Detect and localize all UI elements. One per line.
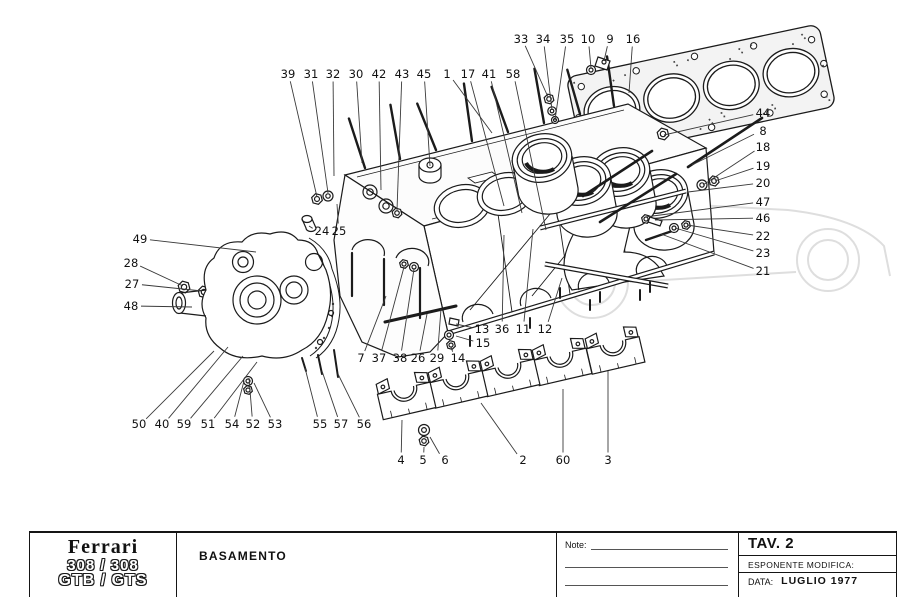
- callout-57: 57: [333, 417, 349, 431]
- leader-line-10: [589, 46, 591, 68]
- callout-30: 30: [348, 67, 364, 81]
- leader-line-50: [146, 351, 214, 419]
- drawing-title-cell: [177, 533, 557, 597]
- bolt: [449, 318, 459, 326]
- callout-28: 28: [123, 256, 139, 270]
- front-cover: [173, 232, 341, 358]
- title-block: [29, 531, 897, 597]
- callout-42: 42: [371, 67, 387, 81]
- note-line: [565, 570, 728, 586]
- leader-line-28: [140, 266, 183, 286]
- callout-43: 43: [394, 67, 410, 81]
- main-bearing-cap: [375, 370, 436, 420]
- note-line: [591, 539, 728, 550]
- brand-name: Ferrari: [67, 536, 139, 558]
- callout-1: 1: [443, 67, 451, 81]
- nut: [544, 94, 554, 104]
- callout-7: 7: [357, 351, 365, 365]
- plate-date-label: DATA:: [748, 577, 774, 587]
- callout-26: 26: [410, 351, 426, 365]
- callout-48: 48: [123, 299, 139, 313]
- callout-44: 44: [755, 106, 771, 120]
- callout-13: 13: [474, 322, 490, 336]
- callout-45: 45: [416, 67, 432, 81]
- callout-31: 31: [303, 67, 319, 81]
- brand-models-bottom: GTB / GTS: [58, 572, 148, 590]
- callout-29: 29: [429, 351, 445, 365]
- callout-22: 22: [755, 229, 771, 243]
- callout-53: 53: [267, 417, 283, 431]
- callout-38: 38: [392, 351, 408, 365]
- brand-models-top: 308 / 308: [67, 557, 139, 574]
- main-bearing-cap: [479, 347, 540, 397]
- cover-spigot: [173, 293, 186, 314]
- washer: [697, 180, 707, 190]
- leader-line-4: [401, 420, 402, 453]
- callout-56: 56: [356, 417, 372, 431]
- callout-25: 25: [331, 224, 347, 238]
- callout-36: 36: [494, 322, 510, 336]
- callout-40: 40: [154, 417, 170, 431]
- cover-body: [202, 232, 331, 358]
- callout-21: 21: [755, 264, 771, 278]
- stud: [349, 119, 365, 168]
- callout-17: 17: [460, 67, 476, 81]
- callout-15: 15: [475, 336, 491, 350]
- callout-39: 39: [280, 67, 296, 81]
- callout-2: 2: [519, 453, 527, 467]
- callout-19: 19: [755, 159, 771, 173]
- nut: [244, 386, 253, 395]
- note-cell: [557, 533, 739, 597]
- leader-line-2: [481, 403, 517, 454]
- leader-line-31: [312, 81, 328, 193]
- callout-34: 34: [535, 32, 551, 46]
- leader-line-53: [254, 383, 270, 417]
- washer: [419, 425, 430, 436]
- callout-37: 37: [371, 351, 387, 365]
- plate-date-value: LUGLIO 1977: [781, 575, 859, 587]
- plate-number: TAV. 2: [739, 533, 896, 556]
- leader-line-35: [555, 46, 566, 120]
- callout-8: 8: [759, 124, 767, 138]
- brand-logo: [30, 533, 177, 597]
- callout-55: 55: [312, 417, 328, 431]
- callout-9: 9: [606, 32, 614, 46]
- plate-esponente: ESPONENTE MODIFICA:: [739, 556, 896, 573]
- leader-line-33: [525, 46, 548, 97]
- callout-49: 49: [132, 232, 148, 246]
- callout-54: 54: [224, 417, 240, 431]
- callout-41: 41: [481, 67, 497, 81]
- leader-line-39: [290, 81, 317, 197]
- callout-23: 23: [755, 246, 771, 260]
- leader-line-56: [338, 374, 359, 417]
- callout-12: 12: [537, 322, 553, 336]
- leader-line-57: [322, 371, 338, 417]
- callout-60: 60: [555, 453, 571, 467]
- callout-20: 20: [755, 176, 771, 190]
- stud: [318, 355, 322, 374]
- callout-47: 47: [755, 195, 771, 209]
- nut: [178, 281, 190, 293]
- stud: [464, 84, 472, 141]
- leader-line-54: [235, 381, 244, 417]
- main-bearing-cap: [531, 336, 592, 386]
- main-bearing-cap: [427, 358, 488, 408]
- washer: [670, 224, 679, 233]
- leader-line-55: [305, 368, 317, 417]
- leader-line-27: [142, 285, 202, 291]
- callout-32: 32: [325, 67, 341, 81]
- callout-59: 59: [176, 417, 192, 431]
- callout-3: 3: [604, 453, 612, 467]
- note-line: [565, 552, 728, 568]
- leader-line-24: [309, 226, 313, 228]
- callout-24: 24: [314, 224, 330, 238]
- callout-33: 33: [513, 32, 529, 46]
- callout-27: 27: [124, 277, 140, 291]
- leader-line-59: [191, 356, 243, 418]
- stud: [390, 105, 400, 159]
- callout-52: 52: [245, 417, 261, 431]
- callout-18: 18: [755, 140, 771, 154]
- main-bearing-cap: [584, 324, 645, 374]
- leader-line-40: [169, 347, 228, 418]
- callout-10: 10: [580, 32, 596, 46]
- plate-cell: [739, 533, 896, 597]
- stud: [334, 350, 338, 377]
- callout-11: 11: [515, 322, 531, 336]
- drawing-title: BASAMENTO: [199, 549, 287, 563]
- callout-16: 16: [625, 32, 641, 46]
- callout-5: 5: [419, 453, 427, 467]
- callout-50: 50: [131, 417, 147, 431]
- callout-58: 58: [505, 67, 521, 81]
- callout-46: 46: [755, 211, 771, 225]
- leader-line-19: [715, 168, 753, 181]
- callout-35: 35: [559, 32, 575, 46]
- callout-51: 51: [200, 417, 216, 431]
- callout-6: 6: [441, 453, 449, 467]
- leader-line-6: [430, 437, 440, 454]
- callout-4: 4: [397, 453, 405, 467]
- washer: [445, 331, 454, 340]
- callout-14: 14: [450, 351, 466, 365]
- note-label: Note:: [565, 540, 587, 550]
- leader-line-32: [333, 81, 334, 176]
- nut: [419, 436, 429, 446]
